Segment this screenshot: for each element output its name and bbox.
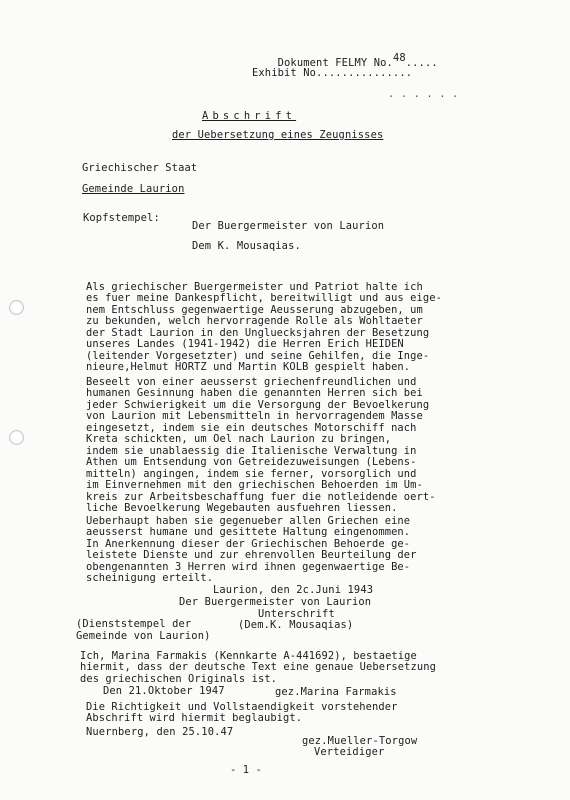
text-line: Als griechischer Buergermeister und Patriot halte ich <box>86 281 423 293</box>
text-line: Ueberhaupt haben sie gegenueber allen Griechen eine <box>86 515 411 527</box>
text-line: Ich, Marina Farmakis (Kennkarte A-441692), bestaetige <box>80 650 417 662</box>
text-line: humanen Gesinnung haben die genannten Herren sich bei <box>86 387 423 400</box>
letterhead-line-2: Dem K. Mousaqias. <box>192 240 301 252</box>
stamp-label-1: (Dienststempel der <box>76 618 192 630</box>
dots-line: . . . . . . <box>388 88 459 100</box>
text-line: scheinigung erteilt. <box>86 572 214 585</box>
certification-role: Verteidiger <box>314 746 385 758</box>
text-line: eingesetzt, indem sie ein deutsches Motorschiff nach <box>86 421 417 434</box>
translator-statement <box>80 651 436 685</box>
sender-state: Griechischer Staat <box>82 162 198 174</box>
text-line: es fuer meine Dankespflicht, bereitwilligt und aus eige- <box>86 292 442 305</box>
translator-date: Den 21.Oktober 1947 <box>103 685 225 697</box>
punch-hole <box>9 430 24 445</box>
text-line: unseres Landes (1941-1942) die Herren Erich HEIDEN <box>86 338 404 351</box>
text-line: hiermit, dass der deutsche Text eine genaue Uebersetzung <box>80 661 436 674</box>
text-line: leistete Dienste und zur ehrenvollen Beurteilung der <box>86 549 417 562</box>
document-label: Dokument FELMY No. <box>277 56 393 69</box>
text-line: In Anerkennung dieser der Griechischen Behoerde ge- <box>86 537 411 550</box>
text-line: nem Entschluss gegenwaertige Aeusserung abzugeben, um <box>86 303 423 316</box>
text-line: jeder Schwierigkeit um die Versorgung der Bevoelkerung <box>86 398 430 411</box>
text-line: der Stadt Laurion in den Ungluecksjahren der Besetzung <box>86 326 430 339</box>
punch-hole <box>9 300 24 315</box>
text-line: kreis zur Arbeitsbeschaffung fuer die notleidende oert- <box>86 490 436 503</box>
closing-signer-title: Der Buergermeister von Laurion <box>179 596 372 608</box>
closing-place-date: Laurion, den 2c.Juni 1943 <box>213 584 374 596</box>
text-line: Athen um Entsendung von Getreidezuweisungen (Lebens- <box>86 456 417 469</box>
paragraph-3 <box>86 516 417 585</box>
text-line: obengenannten 3 Herren wird ihnen gegenwaertige Be- <box>86 560 411 573</box>
stamp-label-2: Gemeinde von Laurion) <box>76 630 211 642</box>
text-line: mitteln) angingen, indem sie ferner, vorsorglich und <box>86 467 417 480</box>
page-number: - 1 - <box>230 764 263 776</box>
document-dots: ..... <box>405 56 438 69</box>
text-line: indem sie unablaessig die Italienische Verwaltung in <box>86 444 417 457</box>
text-line: Beseelt von einer aeusserst griechenfreundlichen und <box>86 376 417 388</box>
paragraph-2 <box>86 377 436 514</box>
letterhead-label: Kopfstempel: <box>83 212 160 224</box>
document-subtitle: der Uebersetzung eines Zeugnisses <box>172 129 384 141</box>
text-line: nieure,Helmut HORTZ und Martin KOLB gespielt haben. <box>86 361 411 374</box>
sender-municipality: Gemeinde Laurion <box>82 183 185 195</box>
text-line: Abschrift wird hiermit beglaubigt. <box>86 712 303 725</box>
certification-place-date: Nuernberg, den 25.10.47 <box>86 726 234 738</box>
text-line: zu bekunden, welch hervorragende Rolle als Wohltaeter <box>86 315 423 328</box>
text-line: aeusserst humane und gesittete Haltung eingenommen. <box>86 526 411 539</box>
certification-statement <box>86 702 397 725</box>
text-line: im Einvernehmen mit den griechischen Behoerden im Um- <box>86 479 423 492</box>
text-line: liche Bevoelkerung Wegebauten ausfuehren liessen. <box>86 501 398 514</box>
text-line: von Laurion mit Lebensmitteln in hervorragendem Masse <box>86 410 423 423</box>
closing-signer-name: (Dem.K. Mousaqias) <box>238 619 354 631</box>
text-line: (leitender Vorgesetzter) und seine Gehilfen, die Inge- <box>86 349 430 362</box>
text-line: Kreta schickten, um Oel nach Laurion zu bringen, <box>86 433 392 446</box>
certification-signature: gez.Mueller-Torgow <box>302 735 418 747</box>
letterhead-line-1: Der Buergermeister von Laurion <box>192 220 385 232</box>
document-title: Abschrift <box>202 110 297 122</box>
paragraph-1 <box>86 282 442 374</box>
document-number: 48 <box>392 51 406 64</box>
text-line: des griechischen Originals ist. <box>80 672 278 685</box>
closing-unterschrift: Unterschrift <box>258 608 335 620</box>
text-line: Die Richtigkeit und Vollstaendigkeit vorstehender <box>86 701 398 713</box>
translator-signature: gez.Marina Farmakis <box>275 686 397 698</box>
exhibit-line: Exhibit No............... <box>252 67 413 79</box>
